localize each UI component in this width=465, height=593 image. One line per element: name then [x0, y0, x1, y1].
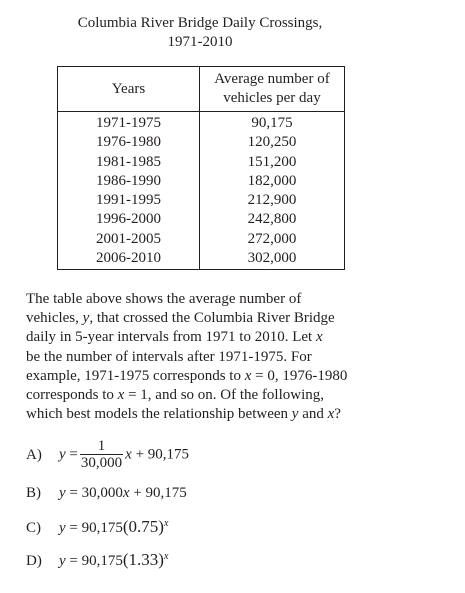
question-text [26, 290, 446, 424]
cell-years: 1996-2000 [58, 210, 200, 229]
variable-y: y [59, 553, 66, 569]
variable-x: x [117, 387, 125, 404]
header-average [199, 67, 344, 112]
table-row [58, 230, 345, 249]
choice-letter: B) [26, 485, 41, 501]
variable-x: x [125, 446, 132, 463]
variable-y: y [59, 485, 66, 501]
cell-years: 1991-1995 [58, 191, 200, 210]
cell-average: 242,800 [199, 210, 344, 229]
variable-y: y [82, 310, 90, 327]
cell-average: 90,175 [199, 112, 344, 134]
question-line: vehicles, y, that crossed the Columbia River Bridge [26, 310, 335, 327]
cell-average: 302,000 [199, 249, 344, 270]
base: (1.33) [122, 550, 164, 569]
choice-letter: A) [26, 446, 42, 463]
cell-average: 120,250 [199, 133, 344, 152]
variable-x: x [244, 367, 252, 384]
choice-c[interactable]: C) $y = 90,175(0.75)^x$ [26, 517, 169, 536]
fraction-numerator: 1 [97, 438, 106, 454]
cell-years: 1976-1980 [58, 133, 200, 152]
table-header-row [58, 67, 345, 112]
choice-d[interactable]: D) $y = 90,175(1.33)^x$ [26, 550, 169, 569]
variable-y: y [59, 520, 66, 536]
variable-y: y [291, 406, 299, 423]
table-row [58, 172, 345, 191]
table-row [58, 133, 345, 152]
question-line: example, 1971-1975 corresponds to x = 0, 1976-1980 [26, 367, 348, 384]
choice-letter: D) [26, 553, 42, 569]
cell-years: 2006-2010 [58, 249, 200, 270]
variable-x: x [122, 485, 130, 501]
cell-average: 272,000 [199, 230, 344, 249]
variable-x: x [315, 329, 323, 346]
choice-letter: C) [26, 520, 41, 536]
variable-x: x [327, 406, 335, 423]
cell-average: 182,000 [199, 172, 344, 191]
question-line: be the number of intervals after 1971-1975. For [26, 348, 312, 365]
cell-years: 2001-2005 [58, 230, 200, 249]
crossings-table [57, 66, 345, 270]
cell-average: 212,900 [199, 191, 344, 210]
question-line: daily in 5-year intervals from 1971 to 2010. Let x [26, 329, 323, 346]
table-row [58, 249, 345, 270]
header-years: Years [58, 67, 200, 112]
question-line: corresponds to x = 1, and so on. Of the following, [26, 387, 325, 404]
exponent-x: x [163, 551, 169, 562]
table-title-years: 1971-2010 [167, 34, 233, 50]
variable-y: y [59, 446, 66, 463]
table-row [58, 191, 345, 210]
exponent-x: x [163, 518, 169, 529]
fraction [80, 438, 123, 472]
question-line: which best models the relationship between y and x? [26, 406, 341, 423]
cell-years: 1971-1975 [58, 112, 200, 134]
header-average-line1: Average number of [214, 71, 330, 87]
cell-average: 151,200 [199, 153, 344, 172]
fraction-denominator: 30,000 [80, 455, 123, 471]
choice-b[interactable]: B) y = 30,000x + 90,175 [26, 485, 187, 501]
table-row [58, 112, 345, 134]
table-row [58, 153, 345, 172]
question-line: The table above shows the average number of [26, 291, 302, 307]
table-title: Columbia River Bridge Daily Crossings, [77, 15, 323, 31]
header-average-line2: vehicles per day [223, 90, 321, 106]
cell-years: 1981-1985 [58, 153, 200, 172]
choice-a[interactable]: A) y = $\frac{1}{30,000}$ x + 90,175 [26, 438, 190, 471]
table-row [58, 210, 345, 229]
base: (0.75) [122, 517, 164, 536]
cell-years: 1986-1990 [58, 172, 200, 191]
